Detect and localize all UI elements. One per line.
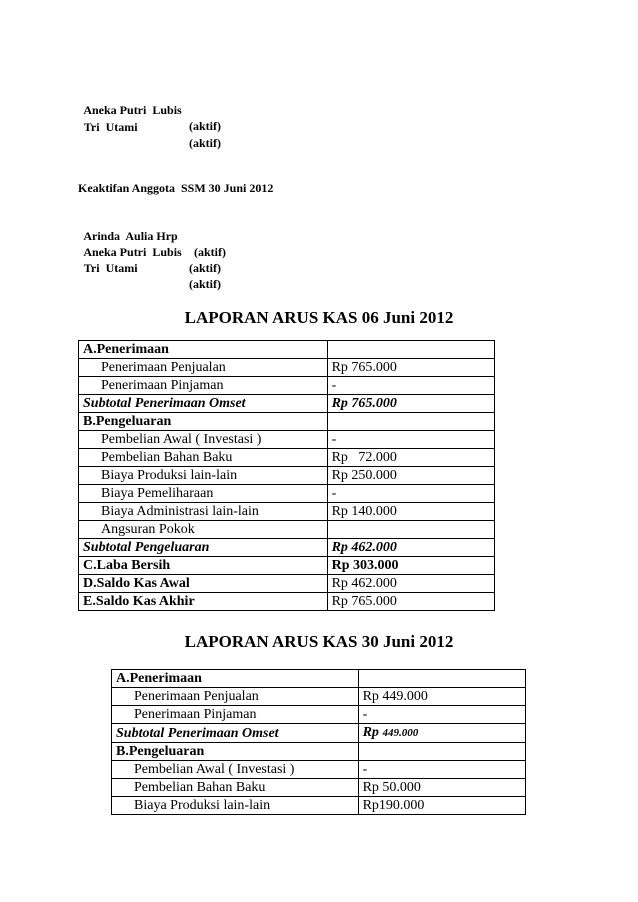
member-name: Tri Utami	[83, 120, 138, 134]
row-value: -	[327, 377, 494, 395]
total-label: C.Laba Bersih	[79, 557, 328, 575]
row-value: Rp 140.000	[327, 503, 494, 521]
row-label: Penerimaan Penjualan	[112, 688, 359, 706]
total-value: Rp 462.000	[327, 575, 494, 593]
section-label: B.Pengeluaran	[112, 743, 359, 761]
subtotal-value: Rp 462.000	[327, 539, 494, 557]
table-row	[79, 431, 495, 449]
member-status: (aktif)	[189, 261, 221, 275]
table-row	[79, 359, 495, 377]
row-label: Angsuran Pokok	[79, 521, 328, 539]
row-label: Penerimaan Pinjaman	[112, 706, 359, 724]
row-value	[327, 341, 494, 359]
table-row	[79, 449, 495, 467]
row-label: Pembelian Awal ( Investasi )	[79, 431, 328, 449]
total-label: D.Saldo Kas Awal	[79, 575, 328, 593]
total-value: Rp 765.000	[327, 593, 494, 611]
member-line	[78, 244, 221, 292]
member-line	[78, 103, 221, 151]
table-row	[112, 688, 526, 706]
row-label: Pembelian Bahan Baku	[112, 779, 359, 797]
table-row	[79, 467, 495, 485]
row-value	[358, 670, 525, 688]
row-label: Biaya Pemeliharaan	[79, 485, 328, 503]
row-value: -	[358, 761, 525, 779]
row-label: Biaya Administrasi lain-lain	[79, 503, 328, 521]
table-row	[112, 670, 526, 688]
subtotal-label: Subtotal Pengeluaran	[79, 539, 328, 557]
row-value: -	[327, 485, 494, 503]
row-value: -	[358, 706, 525, 724]
table-row	[79, 593, 495, 611]
member-name: Aneka Putri Lubis	[83, 103, 182, 117]
subtotal-value: Rp 765.000	[327, 395, 494, 413]
currency-prefix: Rp	[362, 725, 379, 740]
row-label: Biaya Produksi lain-lain	[79, 467, 328, 485]
row-label: Pembelian Awal ( Investasi )	[112, 761, 359, 779]
subtotal-label: Subtotal Penerimaan Omset	[112, 724, 359, 743]
row-value: -	[327, 431, 494, 449]
member-status: (aktif)	[189, 136, 221, 150]
subtotal-amount: 449.000	[382, 727, 419, 739]
table-row	[79, 539, 495, 557]
total-value: Rp 303.000	[327, 557, 494, 575]
member-name: Arinda Aulia Hrp	[83, 229, 178, 243]
table-row	[79, 557, 495, 575]
row-value: Rp 765.000	[327, 359, 494, 377]
table-row	[79, 413, 495, 431]
table-row	[79, 395, 495, 413]
row-label: Pembelian Bahan Baku	[79, 449, 328, 467]
table-row	[79, 575, 495, 593]
cash-flow-table	[78, 340, 495, 611]
member-status: (aktif)	[194, 245, 226, 259]
table-row	[112, 706, 526, 724]
table-row	[112, 797, 526, 815]
subtotal-value	[358, 724, 525, 743]
table-row	[112, 779, 526, 797]
member-status: (aktif)	[189, 119, 221, 133]
table-row	[112, 761, 526, 779]
section-label: A.Penerimaan	[112, 670, 359, 688]
row-value: Rp 50.000	[358, 779, 525, 797]
section-label: B.Pengeluaran	[79, 413, 328, 431]
row-label: Penerimaan Pinjaman	[79, 377, 328, 395]
total-label: E.Saldo Kas Akhir	[79, 593, 328, 611]
member-name: Aneka Putri Lubis	[83, 245, 182, 259]
row-value: Rp 250.000	[327, 467, 494, 485]
table-row	[112, 743, 526, 761]
table-row	[79, 521, 495, 539]
row-label: Penerimaan Penjualan	[79, 359, 328, 377]
row-value	[358, 743, 525, 761]
report-title: LAPORAN ARUS KAS 30 Juni 2012	[184, 632, 454, 651]
section-label: A.Penerimaan	[79, 341, 328, 359]
row-value	[327, 413, 494, 431]
table-row	[79, 485, 495, 503]
member-name: Tri Utami	[83, 261, 138, 275]
row-label: Biaya Produksi lain-lain	[112, 797, 359, 815]
subtotal-label: Subtotal Penerimaan Omset	[79, 395, 328, 413]
table-row	[112, 724, 526, 743]
row-value: Rp 72.000	[327, 449, 494, 467]
row-value: Rp 449.000	[358, 688, 525, 706]
row-value	[327, 521, 494, 539]
cash-flow-table	[111, 669, 526, 815]
table-row	[79, 341, 495, 359]
member-status: (aktif)	[189, 277, 221, 291]
report-title: LAPORAN ARUS KAS 06 Juni 2012	[184, 308, 454, 327]
table-row	[79, 377, 495, 395]
activity-title: Keaktifan Anggota SSM 30 Juni 2012	[78, 181, 274, 195]
row-value: Rp190.000	[358, 797, 525, 815]
table-row	[79, 503, 495, 521]
